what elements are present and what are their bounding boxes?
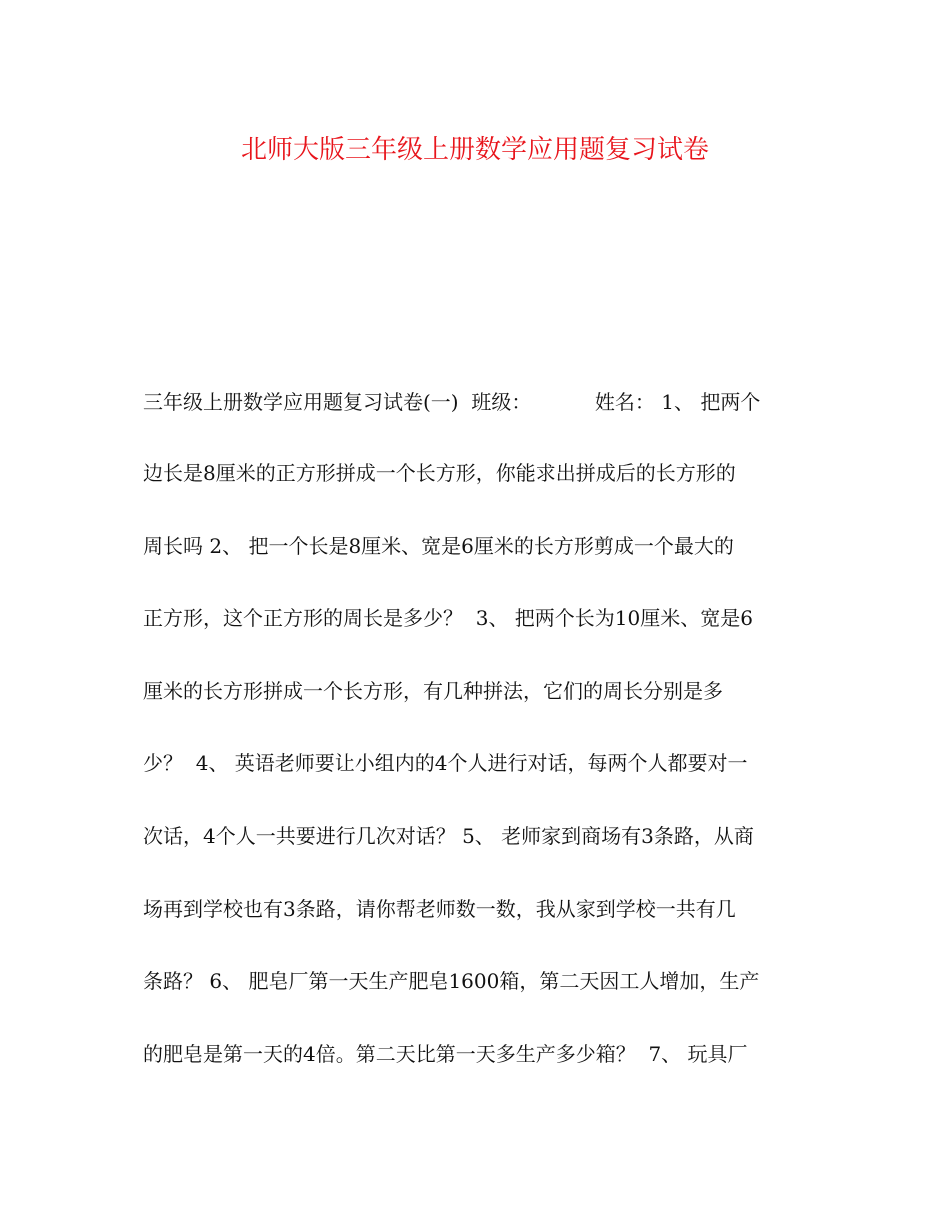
document-body [143,366,823,1090]
text-line: 的肥皂是第一天的4倍。第二天比第一天多生产多少箱？ 7、 玩具厂 [143,1041,748,1066]
text-line: 周长吗 2、 把一个长是8厘米、宽是6厘米的长方形剪成一个最大的 [143,533,734,558]
text-line: 厘米的长方形拼成一个长方形，有几种拼法，它们的周长分别是多 [143,678,723,703]
text-line: 次话，4个人一共要进行几次对话？ 5、 老师家到商场有3条路，从商 [143,823,754,848]
text-line: 少？ 4、 英语老师要让小组内的4个人进行对话，每两个人都要对一 [143,751,748,776]
text-line: 场再到学校也有3条路，请你帮老师数一数，我从家到学校一共有几 [143,896,736,921]
text-line: 条路？ 6、 肥皂厂第一天生产肥皂1600箱，第二天因工人增加，生产 [143,969,760,994]
text-line: 边长是8厘米的正方形拼成一个长方形，你能求出拼成后的长方形的 [143,461,736,485]
text-line: 正方形，这个正方形的周长是多少？ 3、 把两个长为10厘米、宽是6 [143,606,753,631]
text-line: 三年级上册数学应用题复习试卷(一) 班级： 姓名： 1、 把两个 [143,390,761,414]
document-title: 北师大版三年级上册数学应用题复习试卷 [240,135,709,165]
